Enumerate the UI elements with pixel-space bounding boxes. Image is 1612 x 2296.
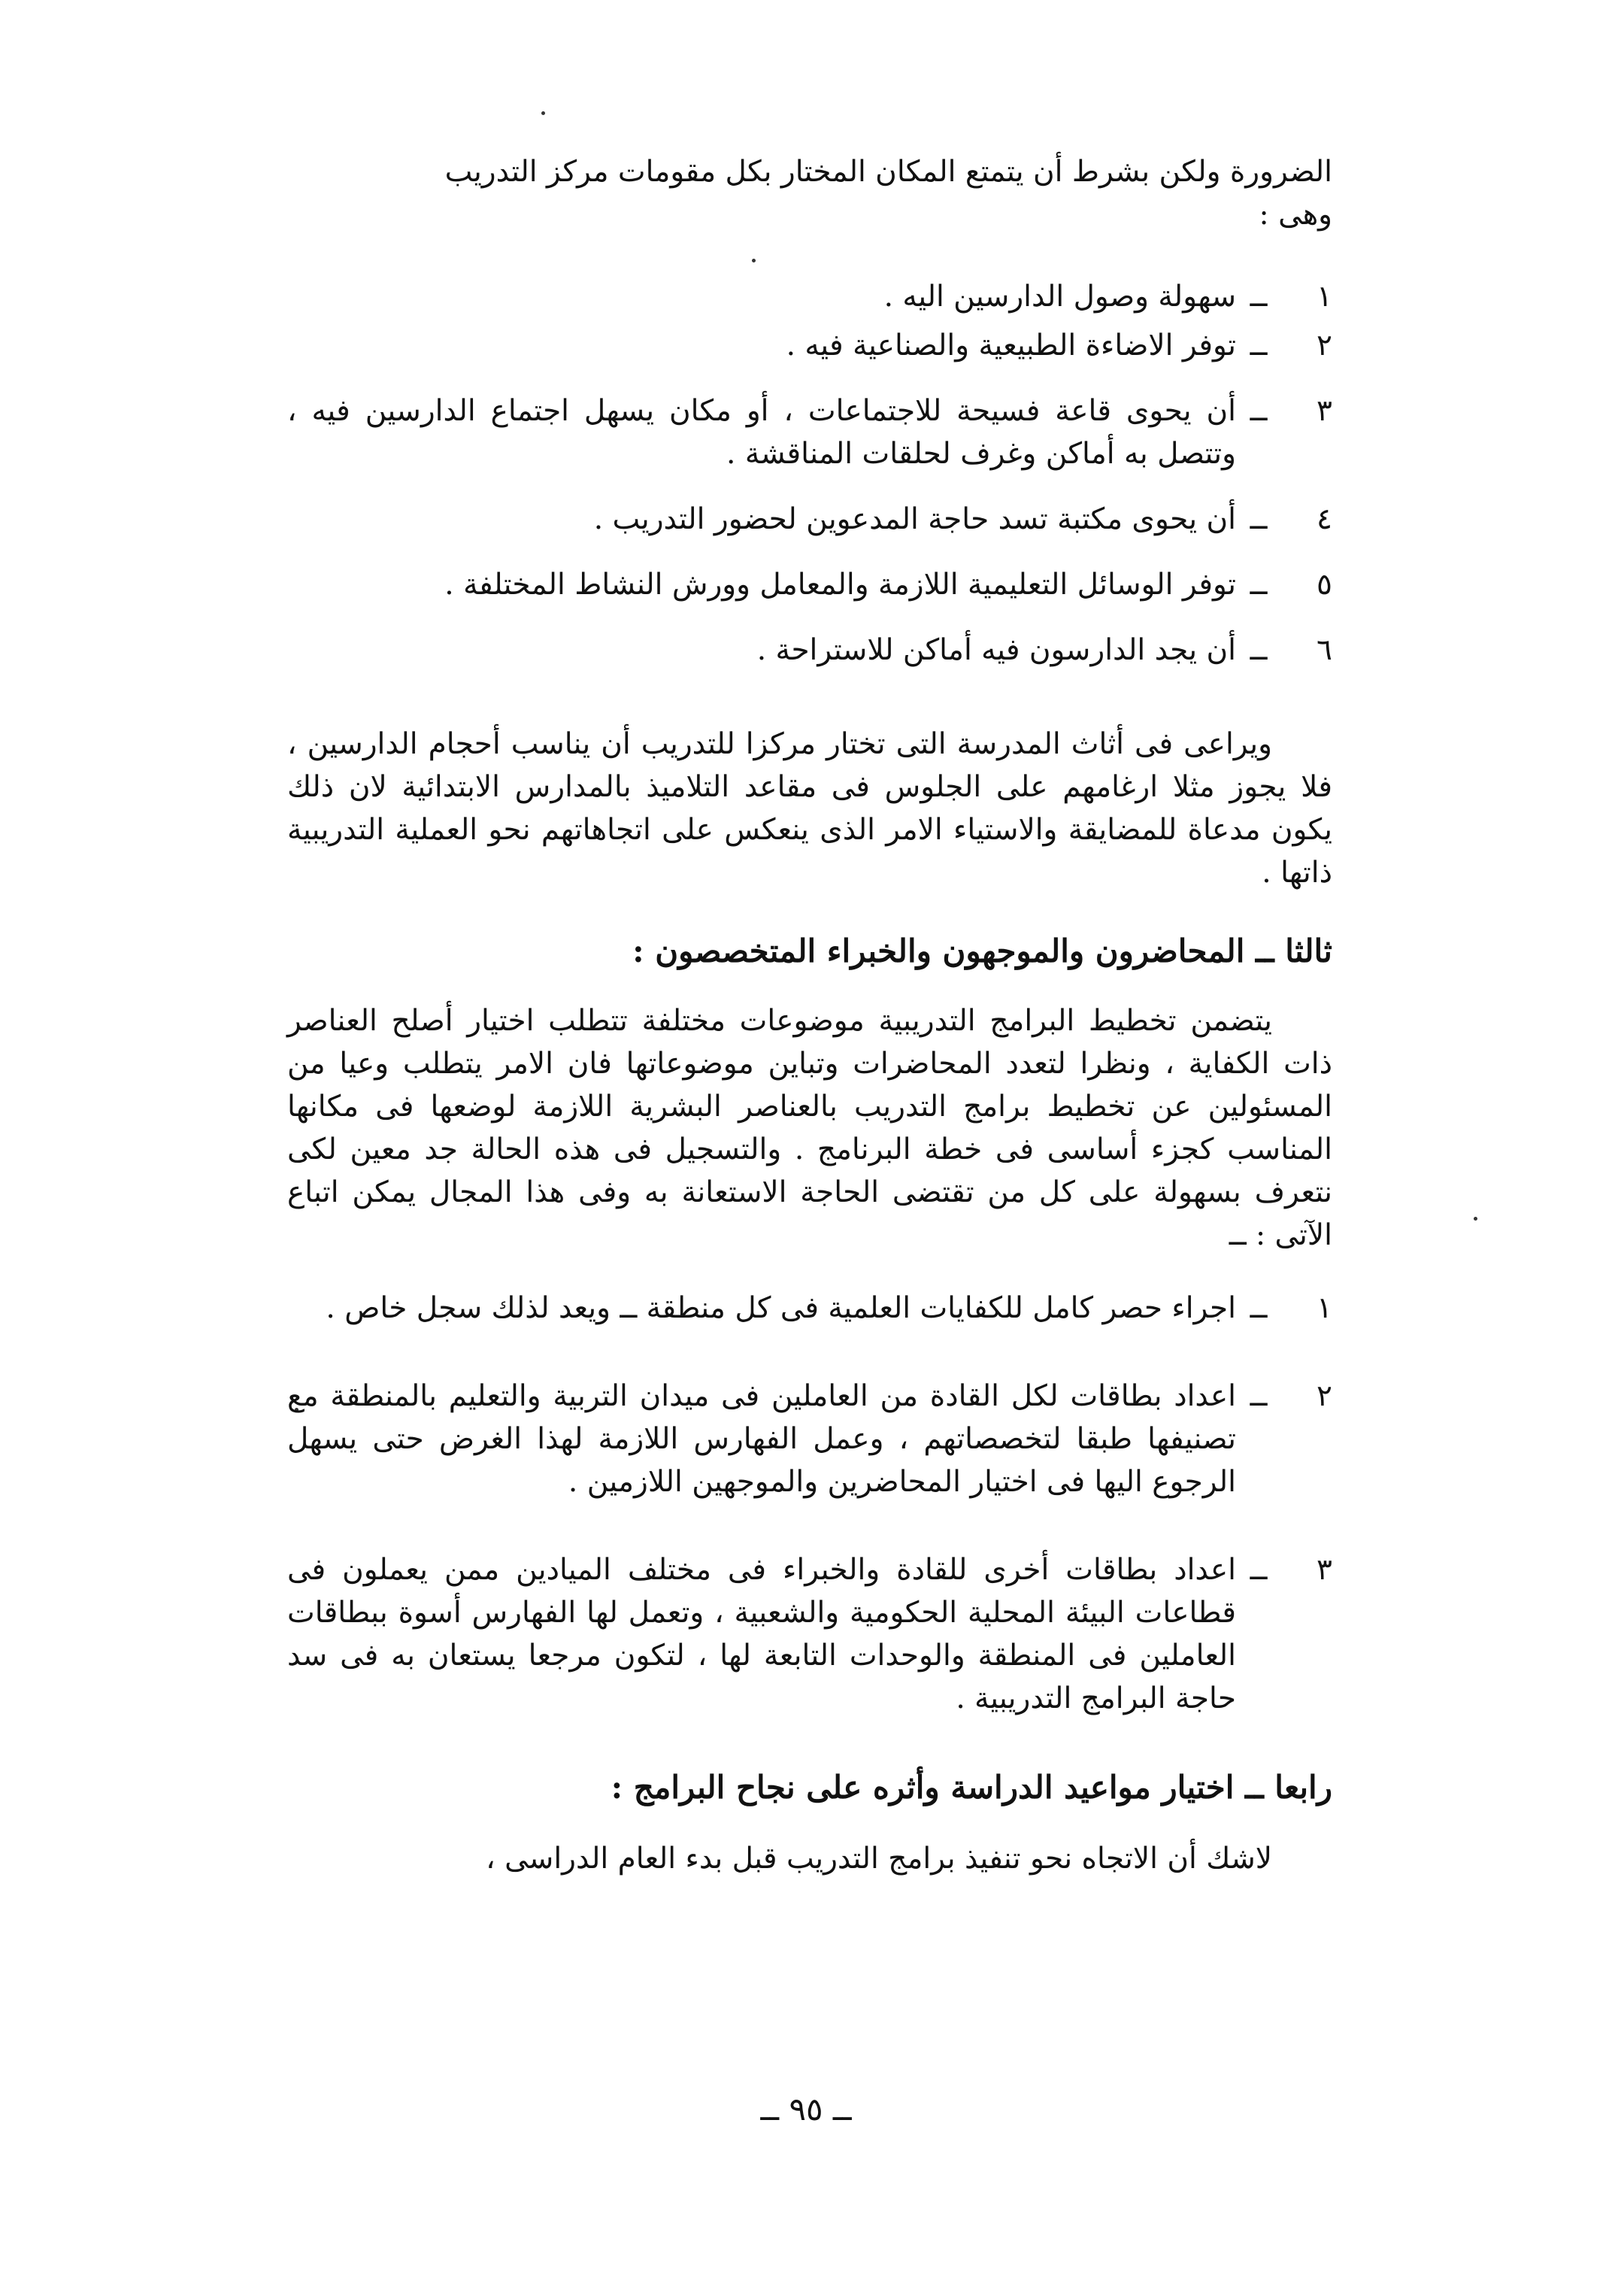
list-item — [287, 1375, 1332, 1503]
item-dash: ــ — [1250, 1553, 1268, 1587]
item-dash: ــ — [1250, 394, 1268, 428]
item-number: ٢ — [1317, 1379, 1332, 1413]
item-text: اعداد بطاقات لكل القادة من العاملين فى ميدان التربية والتعليم بالمنطقة مع تصنيفها طبقا لتخصصاتهم ، وعمل الفهارس اللازمة لهذا الغرض حتى يسهل الرجوع اليها فى اختيار المحاضرين والموجهين اللازمين . — [287, 1379, 1236, 1499]
list-item — [287, 390, 1332, 475]
item-text: اجراء حصر كامل للكفايات العلمية فى كل منطقة ــ ويعد لذلك سجل خاص . — [326, 1291, 1236, 1325]
item-number: ٢ — [1317, 329, 1332, 362]
item-dash: ــ — [1250, 280, 1268, 314]
list-item — [287, 275, 1332, 318]
item-dash: ــ — [1250, 502, 1268, 536]
item-text: أن يحوى مكتبة تسد حاجة المدعوين لحضور التدريب . — [593, 502, 1236, 536]
page-number: ــ ٩٥ ــ — [760, 2091, 852, 2128]
item-dash: ــ — [1250, 1379, 1268, 1413]
item-text: أن يحوى قاعة فسيحة للاجتماعات ، أو مكان يسهل اجتماع الدارسين فيه ، وتتصل به أماكن وغرف لحلقات المناقشة . — [287, 394, 1236, 471]
lecturers-steps-list — [287, 1287, 1332, 1720]
item-text: اعداد بطاقات أخرى للقادة والخبراء فى مختلف الميادين ممن يعملون فى قطاعات البيئة المحلية الحكومية والشعبية ، وتعمل لها الفهارس أسوة ببطاقات العاملين فى المنطقة والوحدات التابعة لها ، لتكون مرجعا يستعان به فى سد حاجة البرامج التدريبية . — [287, 1553, 1236, 1715]
item-number: ٤ — [1317, 502, 1332, 536]
item-text: أن يجد الدارسون فيه أماكن للاستراحة . — [756, 633, 1236, 667]
item-number: ١ — [1317, 280, 1332, 314]
item-number: ٦ — [1317, 633, 1332, 667]
furniture-paragraph: ويراعى فى أثاث المدرسة التى تختار مركزا للتدريب أن يناسب أحجام الدارسين ، فلا يجوز مثلا ارغامهم على الجلوس فى مقاعد التلاميذ بالمدارس الابتدائية لان ذلك يكون مدعاة للمضايقة والاستياء الامر الذى ينعكس على اتجاهاتهم نحو العملية التدريبية ذاتها . — [287, 727, 1332, 890]
item-dash: ــ — [1250, 633, 1268, 667]
document-page — [287, 150, 1332, 1880]
list-item — [287, 629, 1332, 672]
item-dash: ــ — [1250, 1291, 1268, 1325]
list-item — [287, 1548, 1332, 1720]
section-heading-third: ثالثا ــ المحاضرون والموجهون والخبراء المتخصصون : — [632, 933, 1332, 969]
item-dash: ــ — [1250, 568, 1268, 602]
closing-paragraph: لاشك أن الاتجاه نحو تنفيذ برامج التدريب قبل بدء العام الدراسى ، — [486, 1842, 1272, 1876]
scan-speck — [541, 111, 545, 115]
list-item — [287, 563, 1332, 606]
intro-paragraph — [287, 150, 1332, 236]
list-item — [287, 1287, 1332, 1330]
lecturers-paragraph: يتضمن تخطيط البرامج التدريبية موضوعات مختلفة تتطلب اختيار أصلح العناصر ذات الكفاية ، ونظرا لتعدد المحاضرات وتباين موضوعاتها فان الامر يتطلب وعيا من المسئولين عن تخطيط برامج التدريب بالعناصر البشرية اللازمة لوضعها فى مكانها المناسب كجزء أساسى فى خطة البرنامج . والتسجيل فى هذه الحالة جد معين لكى نتعرف بسهولة على كل من تقتضى الحاجة الاستعانة به وفى هذا المجال يمكن اتباع الآتى : ــ — [287, 1004, 1332, 1252]
item-number: ٣ — [1317, 394, 1332, 428]
intro-line-1: الضرورة ولكن بشرط أن يتمتع المكان المختار بكل مقومات مركز التدريب — [444, 155, 1332, 189]
training-center-requirements-list — [287, 275, 1332, 672]
list-item — [287, 324, 1332, 367]
item-number: ٣ — [1317, 1553, 1332, 1587]
item-number: ١ — [1317, 1291, 1332, 1325]
item-dash: ــ — [1250, 329, 1268, 362]
scan-speck — [1474, 1217, 1477, 1221]
item-text: توفر الاضاءة الطبيعية والصناعية فيه . — [786, 329, 1236, 362]
intro-line-2: وهى : — [1259, 198, 1332, 232]
item-text: توفر الوسائل التعليمية اللازمة والمعامل وورش النشاط المختلفة . — [444, 568, 1236, 602]
section-heading-fourth: رابعا ــ اختيار مواعيد الدراسة وأثره على نجاح البرامج : — [611, 1769, 1332, 1806]
list-item — [287, 498, 1332, 541]
item-text: سهولة وصول الدارسين اليه . — [883, 280, 1236, 314]
item-number: ٥ — [1317, 568, 1332, 602]
